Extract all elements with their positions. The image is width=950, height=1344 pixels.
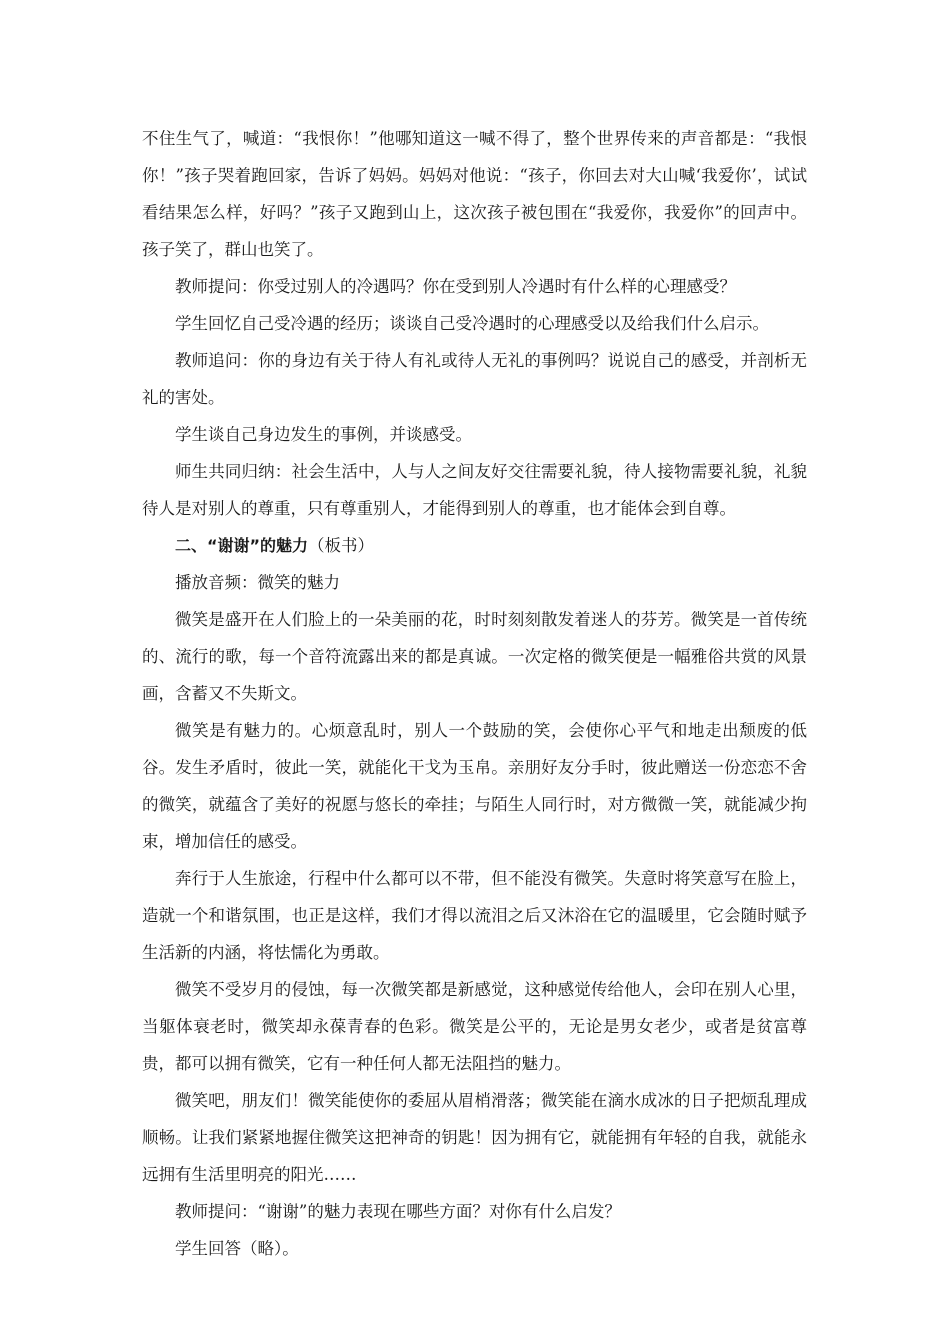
- story-continuation-paragraph: 不住生气了，喊道：“我恨你！”他哪知道这一喊不得了，整个世界传来的声音都是：“我恨你！”孩子哭着跑回家，告诉了妈妈。妈妈对他说：“孩子，你回去对大山喊‘我爱你’，试试看结果怎么样，好吗？”孩子又跑到山上，这次孩子被包围在“我爱你，我爱你”的回声中。孩子笑了，群山也笑了。: [142, 129, 807, 259]
- section-heading: [142, 527, 807, 564]
- smile-paragraph-2: 微笑是有魅力的。心烦意乱时，别人一个鼓励的笑，会使你心平气和地走出颓废的低谷。发生矛盾时，彼此一笑，就能化干戈为玉帛。亲朋好友分手时，彼此赠送一份恋恋不舍的微笑，就蕴含了美好的祝愿与悠长的牵挂；与陌生人同行时，对方微微一笑，就能减少拘束，增加信任的感受。: [142, 721, 807, 851]
- audio-intro-paragraph: 播放音频：微笑的魅力: [175, 573, 340, 592]
- student-examples-paragraph: 学生谈自己身边发生的事例，并谈感受。: [175, 425, 472, 444]
- smile-paragraph-1: 微笑是盛开在人们脸上的一朵美丽的花，时时刻刻散发着迷人的芬芳。微笑是一首传统的、流行的歌，每一个音符流露出来的都是真诚。一次定格的微笑便是一幅雅俗共赏的风景画，含蓄又不失斯文。: [142, 610, 807, 703]
- smile-paragraph-5: 微笑吧，朋友们！微笑能使你的委屈从眉梢滑落；微笑能在滴水成冰的日子把烦乱理成顺畅。让我们紧紧地握住微笑这把神奇的钥匙！因为拥有它，就能拥有年轻的自我，就能永远拥有生活里明亮的阳光……: [142, 1091, 807, 1184]
- smile-paragraph-3: 奔行于人生旅途，行程中什么都可以不带，但不能没有微笑。失意时将笑意写在脸上，造就一个和谐氛围，也正是这样，我们才得以流泪之后又沐浴在它的温暖里，它会随时赋予生活新的内涵，将怯懦化为勇敢。: [142, 869, 807, 962]
- summary-paragraph: 师生共同归纳：社会生活中，人与人之间友好交往需要礼貌，待人接物需要礼貌，礼貌待人是对别人的尊重，只有尊重别人，才能得到别人的尊重，也才能体会到自尊。: [142, 462, 807, 518]
- section-heading-note: （板书）: [308, 536, 375, 555]
- student-recall-paragraph: 学生回忆自己受冷遇的经历；谈谈自己受冷遇时的心理感受以及给我们什么启示。: [175, 314, 769, 333]
- teacher-followup-paragraph: 教师追问：你的身边有关于待人有礼或待人无礼的事例吗？说说自己的感受，并剖析无礼的害处。: [142, 351, 807, 407]
- teacher-question-paragraph: 教师提问：你受过别人的冷遇吗？你在受到别人冷遇时有什么样的心理感受？: [175, 277, 736, 296]
- document-page: [142, 120, 807, 1267]
- teacher-question-thanks-paragraph: 教师提问：“谢谢”的魅力表现在哪些方面？对你有什么启发？: [175, 1202, 621, 1221]
- smile-paragraph-4: 微笑不受岁月的侵蚀，每一次微笑都是新感觉，这种感觉传给他人，会印在别人心里，当躯体衰老时，微笑却永葆青春的色彩。微笑是公平的，无论是男女老少，或者是贫富尊贵，都可以拥有微笑，它有一种任何人都无法阻挡的魅力。: [142, 980, 807, 1073]
- student-answer-paragraph: 学生回答（略）。: [175, 1239, 299, 1258]
- section-heading-title: 二、“谢谢”的魅力: [175, 536, 309, 555]
